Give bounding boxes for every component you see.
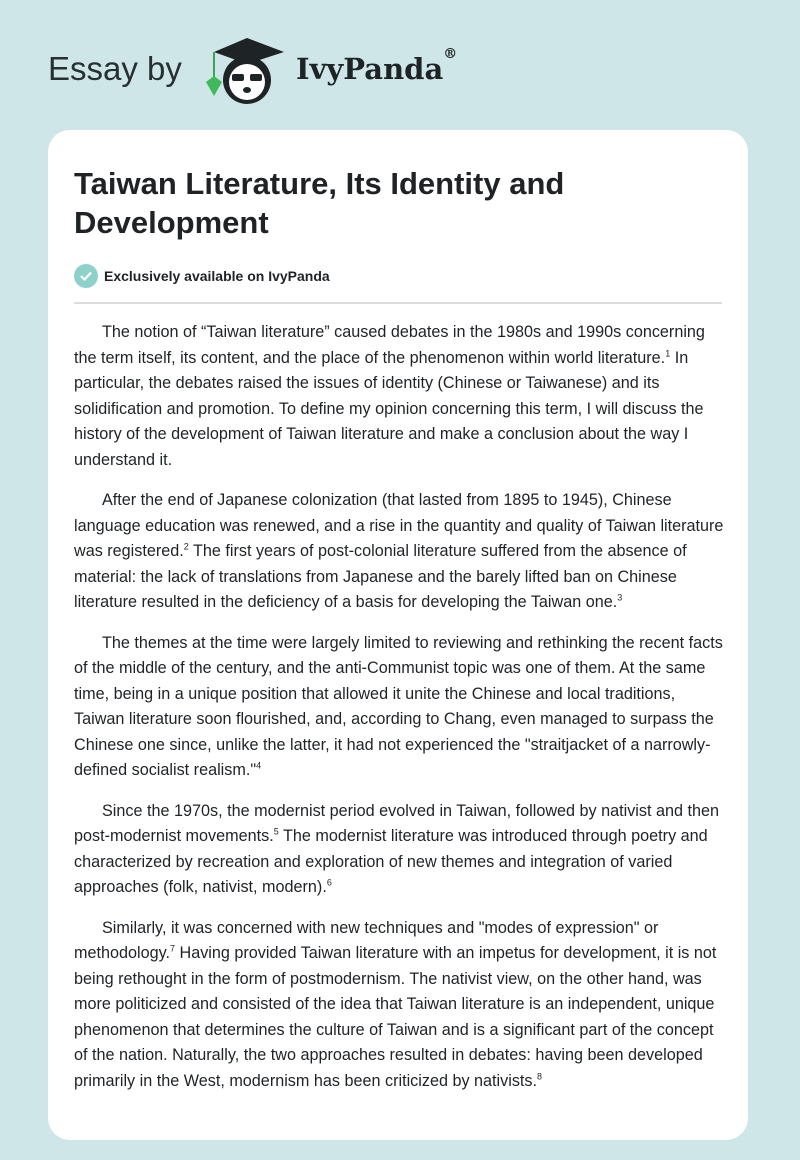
essay-card bbox=[48, 130, 748, 1140]
page-title: Taiwan Literature, Its Identity and Development bbox=[74, 166, 565, 240]
paragraph bbox=[74, 631, 724, 784]
footnote-ref[interactable]: 6 bbox=[326, 877, 332, 888]
footnote-ref[interactable]: 7 bbox=[170, 943, 176, 954]
footnote-ref[interactable]: 8 bbox=[537, 1071, 543, 1082]
registered-mark: ® bbox=[443, 46, 458, 62]
paragraph-text: The themes at the time were largely limited to reviewing and rethinking the recent facts of the middle of the century, and the anti-Communist topic was one of them. At the same time, being in a unique position that allowed it unite the Chinese and local traditions, Taiwan literature soon flourished, and, according to Chang, even managed to surpass the Chinese one since, unlike the latter, it had not experienced the "straitjacket of a narrowly-defined socialist realism." bbox=[74, 633, 723, 779]
paragraph bbox=[74, 799, 724, 901]
ivypanda-logo-icon[interactable] bbox=[202, 36, 292, 106]
divider bbox=[74, 302, 722, 304]
footnote-ref[interactable]: 2 bbox=[183, 541, 189, 552]
paragraph-text: In particular, the debates raised the issues of identity (Chinese or Taiwanese) and its solidification and promotion. To define my opinion concerning this term, I will discuss the history of the development of Taiwan literature and make a conclusion about the way I understand it. bbox=[74, 348, 704, 469]
footnote-ref[interactable]: 3 bbox=[617, 592, 623, 603]
exclusive-badge bbox=[74, 264, 330, 288]
footnote-ref[interactable]: 1 bbox=[665, 348, 671, 359]
paragraph-text: The modernist literature was introduced through poetry and characterized by recreation and exploration of new themes and integration of varied approaches (folk, nativist, modern). bbox=[74, 827, 708, 896]
paragraph bbox=[74, 320, 724, 473]
paragraph-text: The first years of post-colonial literature suffered from the absence of material: the lack of translations from Japanese and the barely lifted ban on Chinese literature resulted in the deficiency of a basis for developing the Taiwan one. bbox=[74, 542, 687, 611]
site-header bbox=[0, 0, 800, 130]
paragraph-text: Having provided Taiwan literature with an impetus for development, it is not being rethought in the form of postmodernism. The nativist view, on the other hand, was more politicized and consisted of the idea that Taiwan literature is an independent, unique phenomenon that determines the culture of Taiwan and is a significant part of the concept of the nation. Naturally, the two approaches resulted in debates: having been developed primarily in the West, modernism has been criticized by nativists. bbox=[74, 944, 717, 1090]
essay-body bbox=[74, 320, 724, 1109]
badge-label: Exclusively available on IvyPanda bbox=[104, 268, 330, 284]
paragraph-text: The notion of “Taiwan literature” caused debates in the 1980s and 1990s concerning the term itself, its content, and the place of the phenomenon within world literature. bbox=[74, 323, 705, 367]
brand-text: IvyPanda bbox=[296, 52, 444, 86]
paragraph bbox=[74, 488, 724, 616]
paragraph-text: After the end of Japanese colonization (that lasted from 1895 to 1945), Chinese language education was renewed, and a rise in the quantity and quality of Taiwan literature was registered. bbox=[74, 491, 724, 560]
paragraph-text: Similarly, it was concerned with new techniques and "modes of expression" or methodology. bbox=[74, 918, 659, 962]
footnote-ref[interactable]: 5 bbox=[273, 826, 279, 837]
essay-by-label: Essay by bbox=[48, 50, 182, 87]
brand-name[interactable] bbox=[296, 46, 458, 86]
paragraph bbox=[74, 916, 724, 1095]
check-icon bbox=[74, 264, 98, 288]
footnote-ref[interactable]: 4 bbox=[256, 760, 262, 771]
paragraph-text: Since the 1970s, the modernist period evolved in Taiwan, followed by nativist and then post-modernist movements. bbox=[74, 801, 720, 845]
